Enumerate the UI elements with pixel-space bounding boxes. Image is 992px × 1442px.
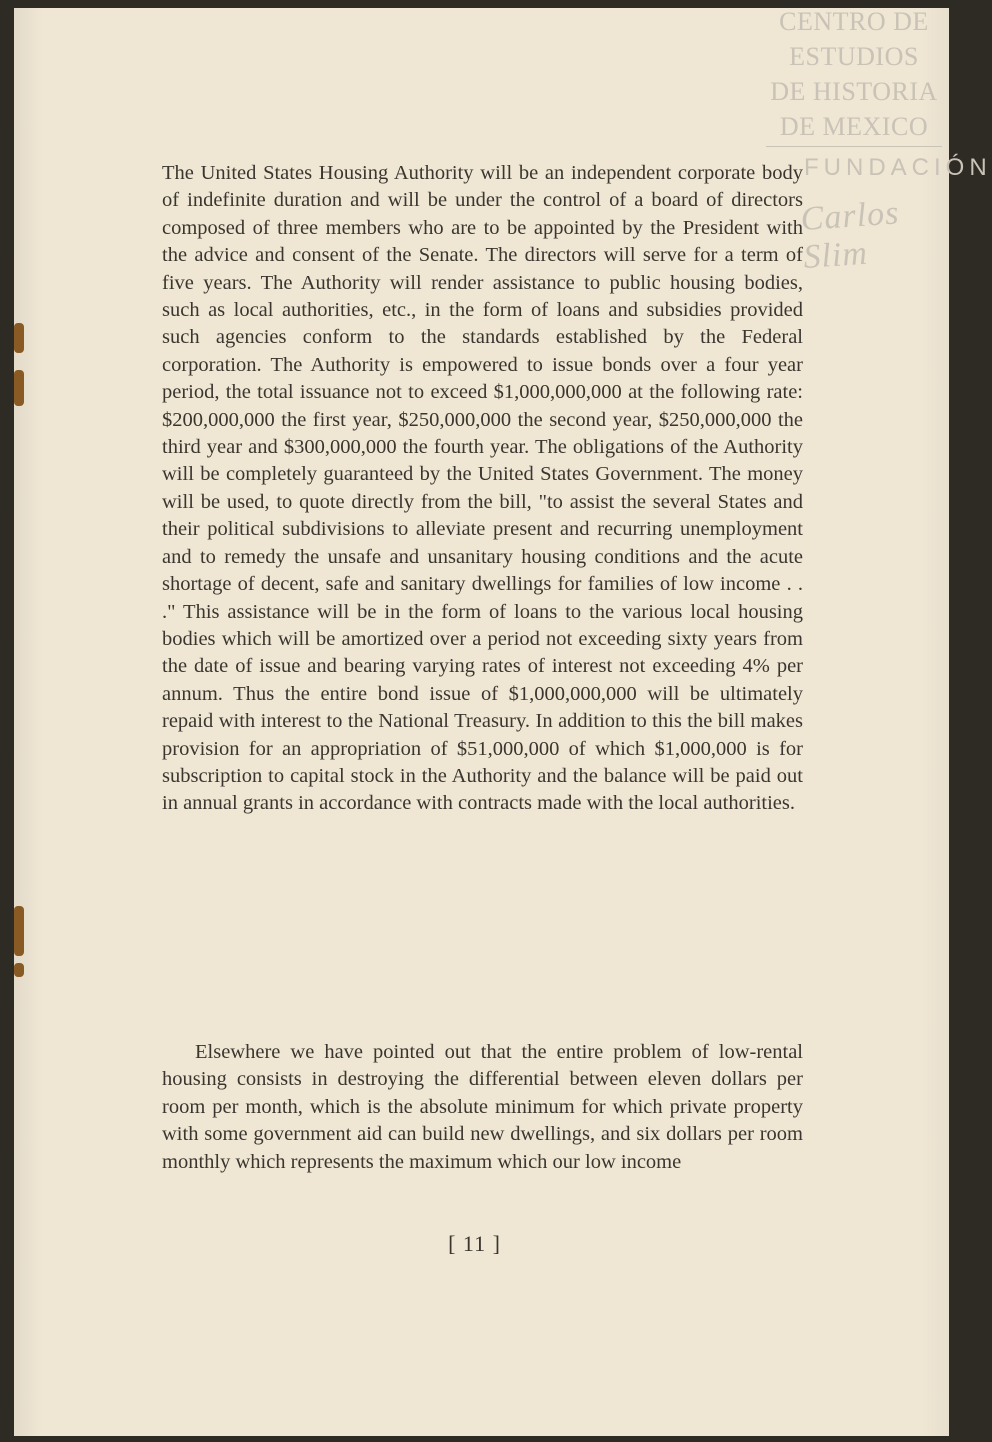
archive-stamp xyxy=(756,4,952,147)
binding-stain xyxy=(14,906,24,956)
body-paragraph-1: The United States Housing Authority will be an independent corporate body of indefinite duration and will be under the control of a board of directors composed of three members who are to be appointed by the President with the advice and consent of the Senate. The directors will serve for a term of five years. The Authority will render assistance to public housing bodies, such as local authorities, etc., in the form of loans and subsidies provided such agencies conform to the standards established by the Federal corporation. The Authority is empowered to issue bonds over a four year period, the total issuance not to exceed $1,000,000,000 at the following rate: $200,000,000 the first year, $250,000,000 the second year, $250,000,000 the third year and $300,000,000 the fourth year. The obligations of the Authority will be completely guaranteed by the United States Government. The money will be used, to quote directly from the bill, "to assist the several States and their political subdivisions to alleviate present and recurring unemployment and to remedy the unsafe and unsanitary housing conditions and the acute shortage of decent, safe and sanitary dwellings for families of low income . . ." This assistance will be in the form of loans to the various local housing bodies which will be amortized over a period not exceeding sixty years from the date of issue and bearing varying rates of interest not exceeding 4% per annum. Thus the entire bond issue of $1,000,000,000 will be ultimately repaid with interest to the National Treasury. In addition to this the bill makes provision for an appropriation of $51,000,000 of which $1,000,000 is for subscription to capital stock in the Authority and the balance will be paid out in annual grants in accordance with contracts made with the local authorities. xyxy=(162,162,803,815)
stamp-rule xyxy=(766,146,942,147)
stamp-fundacion: FUNDACIÓN xyxy=(804,154,992,181)
stamp-line: DE HISTORIA xyxy=(770,77,938,106)
body-paragraph-2: Elsewhere we have pointed out that the entire problem of low-rental housing consists in destroying the differential between eleven dollars per room per month, which is the absolute minimum for which private property with some government aid can build new dwellings, and six dollars per room monthly which represents the maximum which our low income xyxy=(162,1041,803,1173)
binding-stain xyxy=(14,370,24,406)
binding-stain xyxy=(14,323,24,353)
stamp-line: DE MEXICO xyxy=(779,112,929,141)
binding-stain xyxy=(14,963,24,977)
stamp-signature: Carlos Slim xyxy=(799,194,901,277)
stamp-line: CENTRO DE xyxy=(779,7,929,36)
stamp-line: ESTUDIOS xyxy=(789,42,919,71)
page-number: [ 11 ] xyxy=(448,1231,501,1256)
